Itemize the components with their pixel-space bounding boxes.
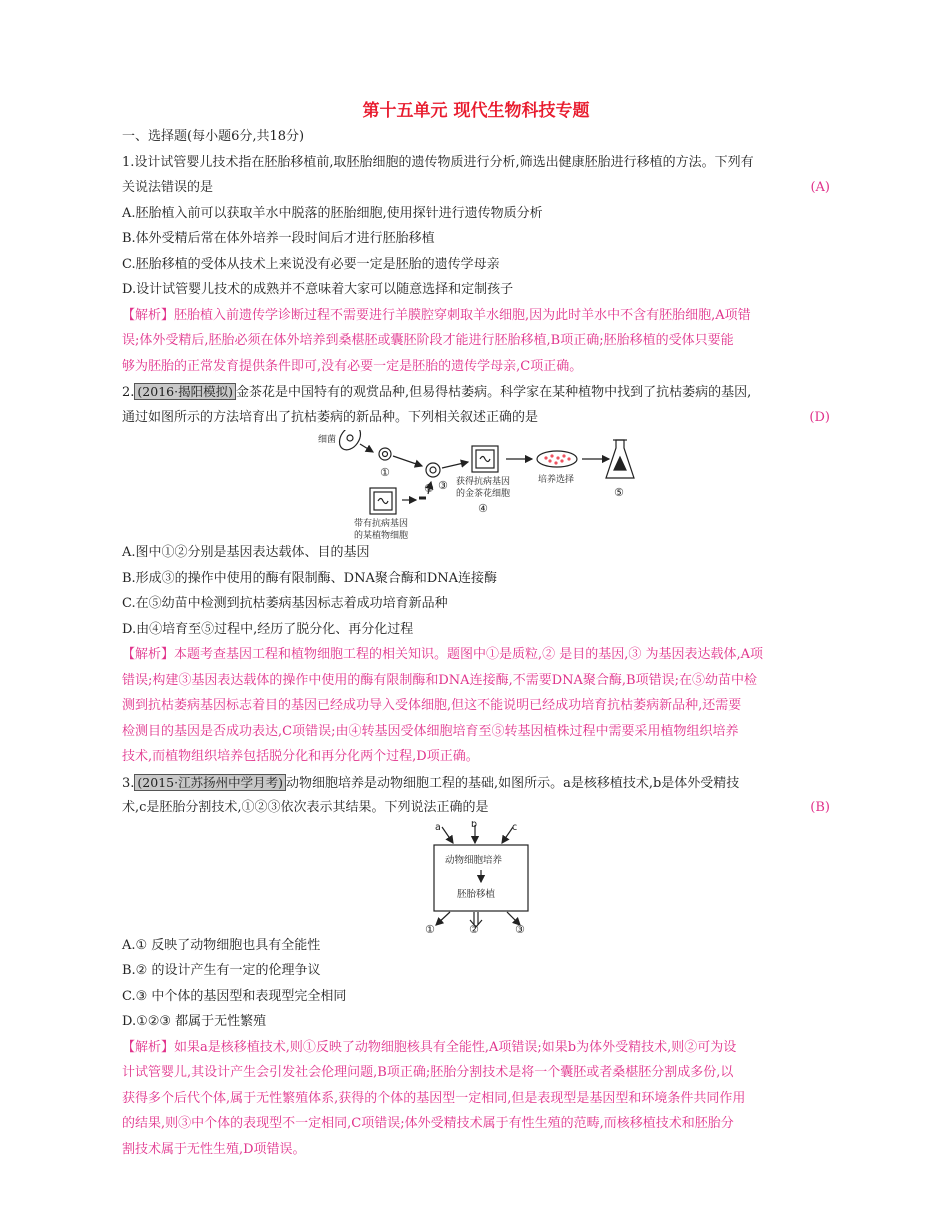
q1-explanation-line-2: 误;体外受精后,胚胎必须在体外培养到桑椹胚或囊胚阶段才能进行胚胎移植,B项正确;胚胎移植的受体只要能 [122, 333, 734, 348]
bacterium-icon [335, 430, 365, 454]
q3-stem-text-2: 术,c是胚胎分割技术,①②③依次表示其结果。下列说法正确的是 [122, 800, 489, 815]
q3-stem-line-1 [122, 770, 830, 796]
q3-source-tag: (2015·江苏扬州中学月考) [134, 774, 286, 791]
q1-explanation-line-1: 【解析】胚胎植入前遗传学诊断过程不需要进行羊膜腔穿刺取羊水细胞,因为此时羊水中不含有胚胎细胞,A项错 [122, 307, 751, 323]
plant-cell-label-1: 带有抗病基因 [354, 519, 409, 529]
q3-explanation-line-1: 【解析】如果a是核移植技术,则①反映了动物细胞核具有全能性,A项错误;如果b为体外受精技术,则②可为设 [122, 1039, 737, 1055]
q1-stem-line-1: 1.设计试管婴儿技术指在胚胎移植前,取胚胎细胞的遗传物质进行分析,筛选出健康胚胎进行移植的方法。下列有 [122, 154, 754, 170]
q2-number: 2. [122, 385, 135, 400]
section-heading: 一、选择题(每小题6分,共18分) [122, 129, 305, 144]
page-title: 第十五单元 现代生物科技专题 [362, 101, 590, 121]
bacteria-label: 细菌 [318, 435, 337, 445]
q2-source-tag: (2016·揭阳模拟) [134, 383, 236, 400]
label-4: ④ [478, 502, 488, 515]
q2-stem-text: 金茶花是中国特有的观赏品种,但易得枯萎病。科学家在某种植物中找到了抗枯萎病的基因, [235, 385, 752, 400]
label-a: a [435, 821, 441, 833]
q3-option-b: B.② 的设计产生有一定的伦理争议 [122, 963, 321, 978]
q2-answer: (D) [809, 409, 830, 425]
label-1: ① [380, 466, 390, 479]
q1-stem-text: 关说法错误的是 [122, 180, 214, 195]
box-top-label: 动物细胞培养 [445, 854, 503, 866]
q2-explanation-line-4: 检测目的基因是否成功表达,C项错误;由④转基因受体细胞培育至⑤转基因植株过程中需要采用植物组织培养 [122, 723, 739, 739]
label-5: ⑤ [614, 486, 624, 499]
q2-explanation-line-3: 测到抗枯萎病基因标志着目的基因已经成功导入受体细胞,但这不能说明已经成功培育抗枯萎病新品种,还需要 [122, 698, 742, 713]
culture-label: 培养选择 [538, 475, 575, 485]
q1-option-a: A.胚胎植入前可以获取羊水中脱落的胚胎细胞,使用探针进行遗传物质分析 [122, 205, 543, 221]
question-1 [122, 150, 830, 380]
q2-option-b: B.形成③的操作中使用的酶有限制酶、DNA聚合酶和DNA连接酶 [122, 570, 498, 586]
q3-option-c: C.③ 中个体的基因型和表现型完全相同 [122, 988, 347, 1004]
label-b: b [471, 820, 478, 830]
box-bottom-label: 胚胎移植 [457, 888, 496, 900]
q2-option-c: C.在⑤幼苗中检测到抗枯萎病基因标志着成功培育新品种 [122, 596, 448, 611]
q2-option-a: A.图中①②分别是基因表达载体、目的基因 [122, 545, 370, 560]
q3-option-a: A.① 反映了动物细胞也具有全能性 [122, 937, 321, 953]
q3-explanation-line-4: 的结果,则③中个体的表现型不一定相同,C项错误;体外受精技术属于有性生殖的范畴,而核移植技术和胚胎分 [122, 1116, 734, 1131]
q3-explanation-line-5: 割技术属于无性生殖,D项错误。 [122, 1141, 306, 1157]
q2-stem-text-2: 通过如图所示的方法培育出了抗枯萎病的新品种。下列相关叙述正确的是 [122, 409, 539, 425]
q3-number: 3. [122, 775, 135, 791]
q2-diagram [122, 430, 830, 540]
label-1: ① [425, 922, 435, 933]
q3-figure [122, 821, 830, 933]
q2-option-d: D.由④培育至⑤过程中,经历了脱分化、再分化过程 [122, 621, 414, 637]
q1-answer: (A) [810, 180, 830, 195]
q1-option-c: C.胚胎移植的受体从技术上来说没有必要一定是胚胎的遗传学母亲 [122, 256, 500, 272]
q2-stem-line-1 [122, 379, 830, 405]
label-2: ② [469, 922, 479, 933]
question-3 [122, 770, 830, 1163]
label-c: c [512, 821, 518, 833]
q3-stem-line-2 [122, 795, 830, 821]
q3-answer: (B) [810, 800, 830, 815]
q1-explanation-line-3: 够为胚胎的正常发育提供条件即可,没有必要一定是胚胎的遗传学母亲,C项正确。 [122, 358, 583, 374]
q3-explanation-line-3: 获得多个后代个体,属于无性繁殖体系,获得的个体的基因型一定相同,但是表现型是基因型和环境条件共同作用 [122, 1090, 746, 1106]
camellia-label-2: 的金茶花细胞 [456, 489, 511, 499]
q2-explanation-line-2: 错误;构建③基因表达载体的操作中使用的酶有限制酶和DNA连接酶,不需要DNA聚合酶,B项错误;在⑤幼苗中检 [122, 672, 757, 688]
q3-option-d: D.①②③ 都属于无性繁殖 [122, 1014, 267, 1029]
q3-explanation-line-2: 计试管婴儿,其设计产生会引发社会伦理问题,B项正确;胚胎分割技术是将一个囊胚或者桑椹胚分割成多份,以 [122, 1065, 734, 1080]
q2-figure [122, 430, 830, 540]
q1-option-b: B.体外受精后常在体外培养一段时间后才进行胚胎移植 [122, 231, 435, 246]
q1-option-d: D.设计试管婴儿技术的成熟并不意味着大家可以随意选择和定制孩子 [122, 282, 514, 297]
recombinant-plasmid-icon [426, 463, 440, 477]
q2-explanation-line-5: 技术,而植物组织培养包括脱分化和再分化两个过程,D项正确。 [122, 749, 479, 764]
q3-stem-text: 动物细胞培养是动物细胞工程的基础,如图所示。a是核移植技术,b是体外受精技 [285, 775, 740, 791]
worksheet-page [122, 98, 830, 1162]
label-3: ③ [438, 479, 448, 492]
label-3: ③ [515, 922, 525, 933]
q3-diagram [122, 821, 830, 933]
question-2 [122, 379, 830, 770]
plasmid-icon [379, 448, 391, 460]
plant-cell-label-2: 的某植物细胞 [354, 531, 409, 540]
q1-stem-line-2 [122, 175, 830, 201]
q2-stem-line-2 [122, 405, 830, 431]
label-2: ② [424, 482, 434, 495]
camellia-label-1: 获得抗病基因 [456, 477, 511, 487]
q2-explanation-line-1: 【解析】本题考查基因工程和植物细胞工程的相关知识。题图中①是质粒,② 是目的基因,③ 为基因表达载体,A项 [122, 647, 764, 662]
